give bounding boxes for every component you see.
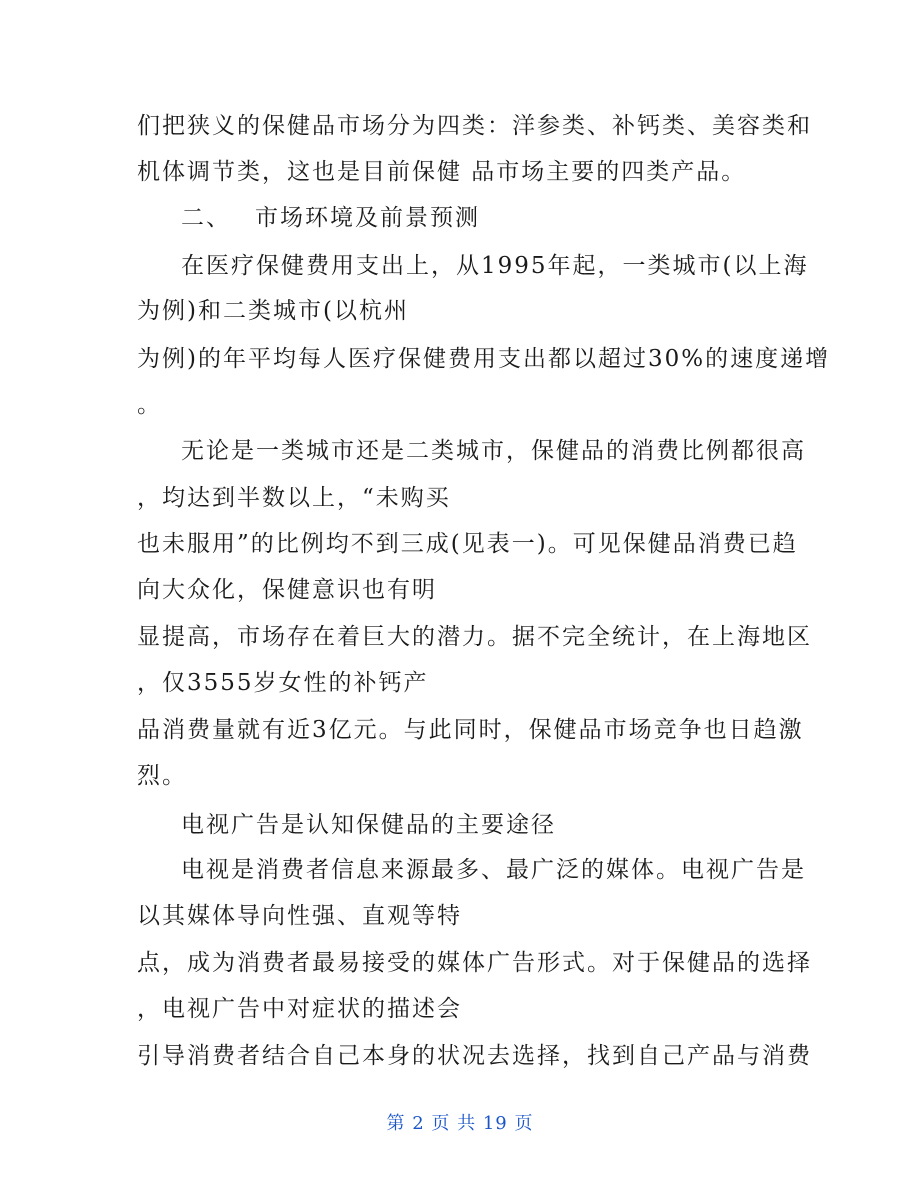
text-line-11: 显提高，市场存在着巨大的潜力。据不完全统计，在上海地区 <box>137 624 812 650</box>
text-line-6: 。 <box>137 392 162 418</box>
text-line-3: 在医疗保健费用支出上，从1995年起，一类城市(以上海 <box>181 253 809 279</box>
text-line-17: 点，成为消费者最易接受的媒体广告形式。对于保健品的选择 <box>137 950 812 976</box>
text-line-14: 烈。 <box>137 763 187 789</box>
text-line-7: 无论是一类城市还是二类城市，保健品的消费比例都很高 <box>181 438 806 464</box>
text-line-8: ，均达到半数以上，“未购买 <box>137 485 451 511</box>
text-line-10: 向大众化，保健意识也有明 <box>137 577 437 603</box>
text-line-18: ，电视广告中对症状的描述会 <box>137 996 462 1022</box>
text-line-2: 机体调节类，这也是目前保健 品市场主要的四类产品。 <box>137 159 747 185</box>
text-line-15: 电视是消费者信息来源最多、最广泛的媒体。电视广告是 <box>181 857 806 883</box>
section-number: 二、 <box>181 205 231 231</box>
text-line-13: 品消费量就有近3亿元。与此同时，保健品市场竞争也日趋激 <box>137 717 804 743</box>
text-line-12: ，仅3555岁女性的补钙产 <box>137 670 429 696</box>
subheading: 电视广告是认知保健品的主要途径 <box>181 812 556 838</box>
text-line-4: 为例)和二类城市(以杭州 <box>137 298 409 324</box>
text-line-5: 为例)的年平均每人医疗保健费用支出都以超过30%的速度递增 <box>137 346 831 372</box>
text-line-19: 引导消费者结合自己本身的状况去选择，找到自己产品与消费 <box>137 1043 812 1069</box>
text-line-9: 也未服用”的比例均不到三成(见表一)。可见保健品消费已趋 <box>137 531 798 557</box>
text-line-16: 以其媒体导向性强、直观等特 <box>137 903 462 929</box>
text-line-1: 们把狭义的保健品市场分为四类：洋参类、补钙类、美容类和 <box>137 113 812 139</box>
page-number-footer: 第 2 页 共 19 页 <box>386 1113 534 1134</box>
section-heading: 市场环境及前景预测 <box>255 205 480 231</box>
